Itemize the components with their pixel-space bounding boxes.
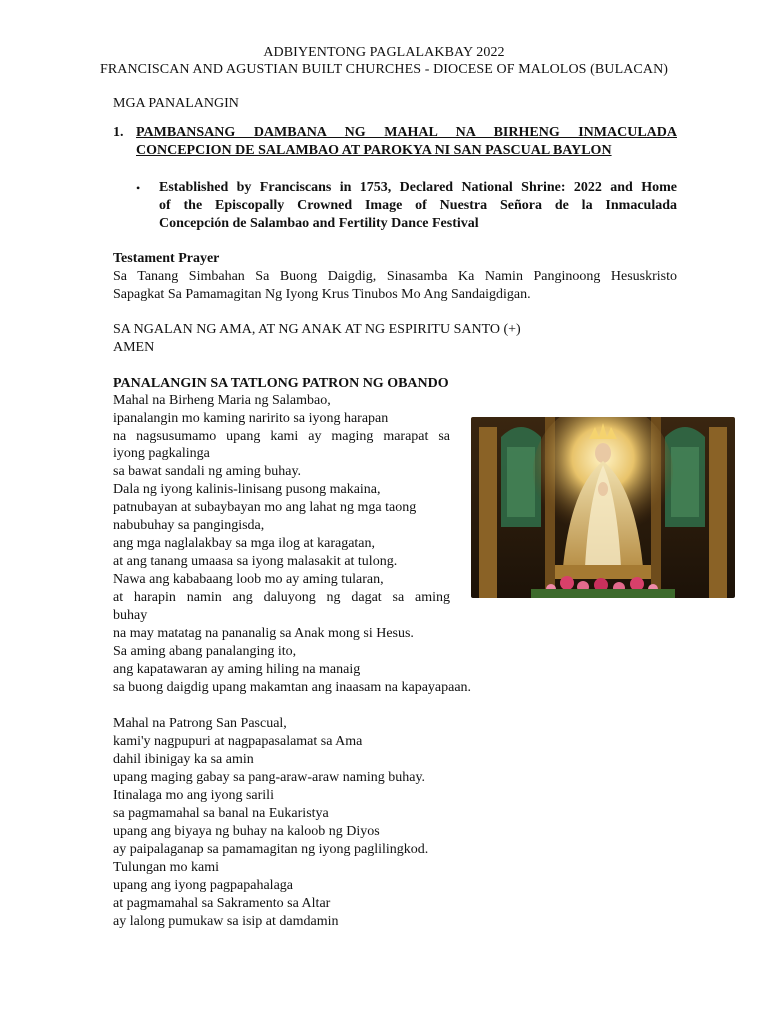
testament-heading: Testament Prayer bbox=[113, 251, 220, 266]
prayer-line: Tulungan mo kami bbox=[113, 860, 220, 875]
patron-prayer-heading: PANALANGIN SA TATLONG PATRON NG OBANDO bbox=[113, 376, 449, 391]
prayer-line: na nagsusumamo upang kami ay maging marapat sa bbox=[113, 429, 450, 444]
prayer-line: kami'y nagpupuri at nagpapasalamat sa Ama bbox=[113, 734, 363, 749]
prayer-line: at ang tanang umaasa sa iyong malasakit at tulong. bbox=[113, 554, 398, 569]
prayer-line: ay paipalaganap sa pamamagitan ng iyong paglilingkod. bbox=[113, 842, 429, 857]
prayer-line: ang kapatawaran ay aming hiling na manaig bbox=[113, 662, 361, 677]
prayer-line: upang maging gabay sa pang-araw-araw naming buhay. bbox=[113, 770, 426, 785]
bullet-icon: • bbox=[136, 181, 141, 195]
prayer-line: ang mga naglalakbay sa mga ilog at karagatan, bbox=[113, 536, 376, 551]
prayer-line: buhay bbox=[113, 608, 148, 623]
prayer-line: Dala ng iyong kalinis-linisang pusong makaina, bbox=[113, 482, 381, 497]
prayer-line: upang ang iyong pagpapahalaga bbox=[113, 878, 293, 893]
prayer-line: upang ang biyaya ng buhay na kaloob ng Diyos bbox=[113, 824, 380, 839]
item-title-line2: CONCEPCION DE SALAMBAO AT PAROKYA NI SAN PASCUAL BAYLON bbox=[136, 143, 612, 158]
prayer-line: nabubuhay sa pangingisda, bbox=[113, 518, 265, 533]
sign-of-cross-line: SA NGALAN NG AMA, AT NG ANAK AT NG ESPIRITU SANTO (+) bbox=[113, 322, 521, 337]
header-title: ADBIYENTONG PAGLALAKBAY 2022 bbox=[263, 45, 505, 60]
bullet-line-1: Established by Franciscans in 1753, Declared National Shrine: 2022 and Home bbox=[159, 180, 677, 195]
item-title-line1: PAMBANSANG DAMBANA NG MAHAL NA BIRHENG INMACULADA bbox=[136, 125, 677, 140]
virgin-salambao-photo bbox=[471, 417, 735, 598]
prayer-line: sa buong daigdig upang makamtan ang inaasam na kapayapaan. bbox=[113, 680, 472, 695]
prayer-line: na may matatag na pananalig sa Anak mong si Hesus. bbox=[113, 626, 414, 641]
prayer-line: sa bawat sandali ng aming buhay. bbox=[113, 464, 302, 479]
prayer-line: Mahal na Patrong San Pascual, bbox=[113, 716, 287, 731]
amen-line: AMEN bbox=[113, 340, 155, 355]
prayer-line: Sa aming abang panalanging ito, bbox=[113, 644, 297, 659]
testament-line-1: Sa Tanang Simbahan Sa Buong Daigdig, Sinasamba Ka Namin Panginoong Hesuskristo bbox=[113, 269, 677, 284]
prayer-line: dahil ibinigay ka sa amin bbox=[113, 752, 254, 767]
testament-line-2: Sapagkat Sa Pamamagitan Ng Iyong Krus Tinubos Mo Ang Sandaigdigan. bbox=[113, 287, 531, 302]
prayer-line: ipanalangin mo kaming naririto sa iyong harapan bbox=[113, 411, 389, 426]
item-number: 1. bbox=[113, 125, 124, 140]
prayer-line: Mahal na Birheng Maria ng Salambao, bbox=[113, 393, 331, 408]
bullet-line-2: of the Episcopally Crowned Image of Nuestra Señora de la Inmaculada bbox=[159, 198, 677, 213]
prayer-line: patnubayan at subaybayan mo ang lahat ng mga taong bbox=[113, 500, 417, 515]
prayer-line: at harapin namin ang daluyong ng dagat sa aming bbox=[113, 590, 450, 605]
prayer-line: at pagmamahal sa Sakramento sa Altar bbox=[113, 896, 331, 911]
prayer-line: sa pagmamahal sa banal na Eukaristya bbox=[113, 806, 329, 821]
bullet-line-3: Concepción de Salambao and Fertility Dance Festival bbox=[159, 216, 479, 231]
prayer-line: Nawa ang kababaang loob mo ay aming tularan, bbox=[113, 572, 384, 587]
prayer-line: ay lalong pumukaw sa isip at damdamin bbox=[113, 914, 339, 929]
section-label: MGA PANALANGIN bbox=[113, 96, 239, 111]
prayer-line: iyong pagkalinga bbox=[113, 446, 210, 461]
prayer-line: Itinalaga mo ang iyong sarili bbox=[113, 788, 274, 803]
header-subtitle: FRANCISCAN AND AGUSTIAN BUILT CHURCHES - DIOCESE OF MALOLOS (BULACAN) bbox=[99, 62, 669, 77]
